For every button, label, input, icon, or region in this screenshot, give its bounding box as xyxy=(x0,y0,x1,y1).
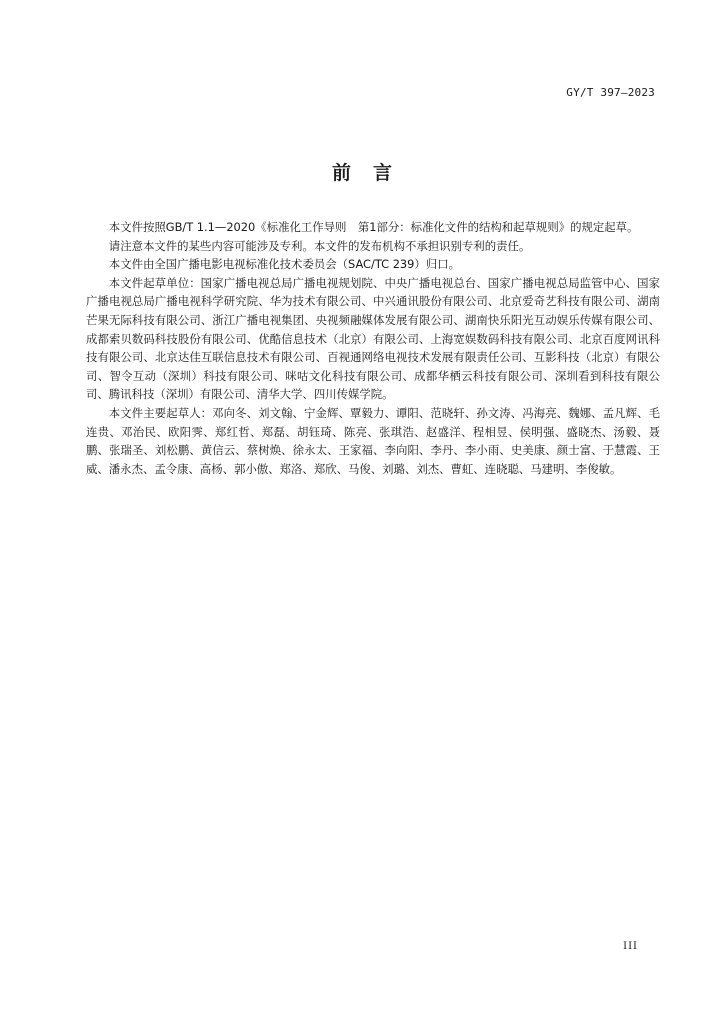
paragraph-drafting-units: 本文件起草单位：国家广播电视总局广播电视规划院、中央广播电视总台、国家广播电视总局监管中心、国家广播电视总局广播电视科学研究院、华为技术有限公司、中兴通讯股份有限公司、北京爱奇艺科技有限公司、湖南芒果无际科技有限公司、浙江广播电视集团、央视频融媒体发展有限公司、湖南快乐阳光互动娱乐传媒有限公司、成都索贝数码科技股份有限公司、优酷信息技术（北京）有限公司、上海宽娱数码科技有限公司、北京百度网讯科技有限公司、北京达佳互联信息技术有限公司、百视通网络电视技术发展有限责任公司、互影科技（北京）有限公司、智令互动（深圳）科技有限公司、咪咕文化科技有限公司、成都华栖云科技有限公司、深圳看到科技有限公司、腾讯科技（深圳）有限公司、清华大学、四川传媒学院。 xyxy=(86,275,660,402)
standard-code: GY/T 397—2023 xyxy=(566,86,655,99)
paragraph-drafting-rules: 本文件按照GB/T 1.1—2020《标准化工作导则 第1部分：标准化文件的结构和起草规则》的规定起草。 xyxy=(108,220,639,234)
paragraph-committee: 本文件由全国广播电影电视标准化技术委员会（SAC/TC 239）归口。 xyxy=(108,257,460,272)
page-number: III xyxy=(623,941,638,952)
paragraph-drafters: 本文件主要起草人：邓向冬、刘文翰、宁金辉、覃毅力、谭阳、范晓轩、孙文涛、冯海亮、魏娜、孟凡辉、毛连贵、邓治民、欧阳霁、郑红哲、郑磊、胡钰琦、陈亮、张琪浩、赵盛洋、程相昱、侯明强、盛晓杰、汤毅、聂鹏、张瑞圣、刘松鹏、黄信云、蔡树焕、徐永太、王家福、李向阳、李丹、李小雨、史美康、颜士富、于慧霞、王威、潘永杰、孟令康、高杨、郭小傲、郑洛、郑欣、马俊、刘璐、刘杰、曹虹、连晓聪、马建明、李俊敏。 xyxy=(86,405,660,476)
page-title: 前言 xyxy=(331,162,414,184)
paragraph-patent-notice: 请注意本文件的某些内容可能涉及专利。本文件的发布机构不承担识别专利的责任。 xyxy=(108,238,531,253)
foreword-body xyxy=(86,218,660,478)
